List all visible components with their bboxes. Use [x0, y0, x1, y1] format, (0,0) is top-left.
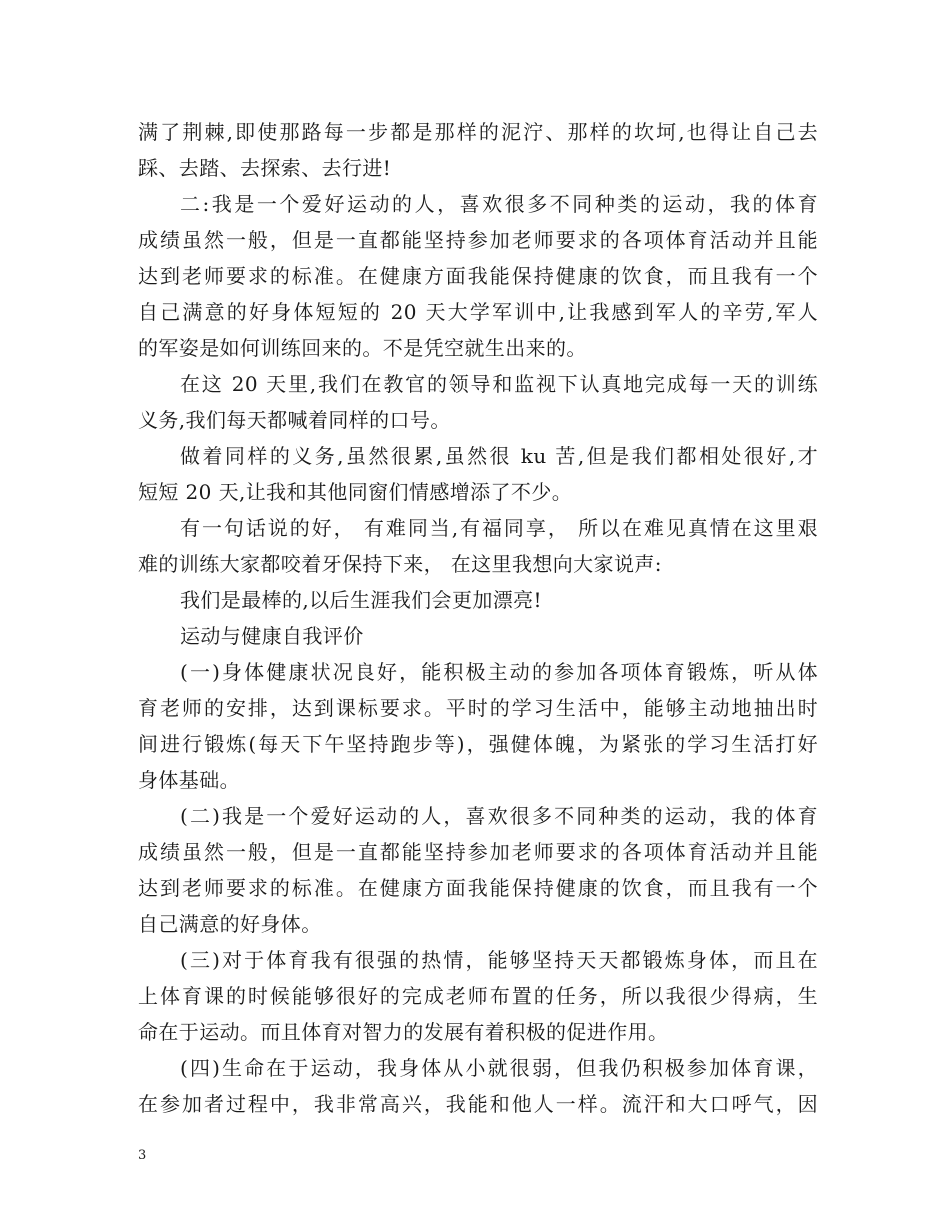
text-line: 达到老师要求的标准。在健康方面我能保持健康的饮食，而且我有一个 [138, 876, 818, 900]
text-line: 命在于运动。而且体育对智力的发展有着积极的促进作用。 [138, 1020, 669, 1044]
text-line: 做着同样的义务,虽然很累,虽然很 ku 苦,但是我们都相处很好,才 [180, 444, 818, 468]
page-number: 3 [138, 1148, 147, 1163]
text-line: (四)生命在于运动，我身体从小就很弱，但我仍积极参加体育课， [180, 1056, 818, 1080]
text-line: 身体基础。 [138, 768, 240, 792]
text-line: 短短 20 天,让我和其他同窗们情感增添了不少。 [138, 480, 573, 504]
text-line: 我们是最棒的,以后生涯我们会更加漂亮! [180, 588, 542, 612]
text-line: 自己满意的好身体。 [138, 912, 322, 936]
text-line: 难的训练大家都咬着牙保持下来， 在这里我想向大家说声: [138, 552, 662, 576]
text-line: 满了荆棘,即使那路每一步都是那样的泥泞、那样的坎坷,也得让自己去 [138, 120, 818, 144]
text-line: 有一句话说的好， 有难同当,有福同享， 所以在难见真情在这里艰 [180, 516, 818, 540]
document-body [138, 114, 818, 1122]
text-line: 育老师的安排，达到课标要求。平时的学习生活中，能够主动地抽出时 [138, 696, 818, 720]
text-line: 二:我是一个爱好运动的人，喜欢很多不同种类的运动，我的体育 [180, 192, 818, 216]
text-line: (三)对于体育我有很强的热情，能够坚持天天都锻炼身体，而且在 [180, 948, 818, 972]
text-line: 上体育课的时候能够很好的完成老师布置的任务，所以我很少得病，生 [138, 984, 818, 1008]
text-line: 间进行锻炼(每天下午坚持跑步等)，强健体魄，为紧张的学习生活打好 [138, 732, 818, 756]
text-line: (一)身体健康状况良好，能积极主动的参加各项体育锻炼，听从体 [180, 660, 818, 684]
text-line: 自己满意的好身体短短的 20 天大学军训中,让我感到军人的辛劳,军人 [138, 300, 818, 324]
text-line: 踩、去踏、去探索、去行进! [138, 156, 392, 180]
text-line: 运动与健康自我评价 [180, 624, 364, 648]
text-line: 达到老师要求的标准。在健康方面我能保持健康的饮食，而且我有一个 [138, 264, 818, 288]
text-line: 的军姿是如何训练回来的。不是凭空就生出来的。 [138, 336, 587, 360]
text-line: (二)我是一个爱好运动的人，喜欢很多不同种类的运动，我的体育 [180, 804, 818, 828]
text-line: 在这 20 天里,我们在教官的领导和监视下认真地完成每一天的训练 [180, 372, 818, 396]
text-line: 成绩虽然一般，但是一直都能坚持参加老师要求的各项体育活动并且能 [138, 228, 818, 252]
text-line: 义务,我们每天都喊着同样的口号。 [138, 408, 451, 432]
text-line: 在参加者过程中，我非常高兴，我能和他人一样。流汗和大口呼气，因 [138, 1092, 818, 1116]
text-line: 成绩虽然一般，但是一直都能坚持参加老师要求的各项体育活动并且能 [138, 840, 818, 864]
